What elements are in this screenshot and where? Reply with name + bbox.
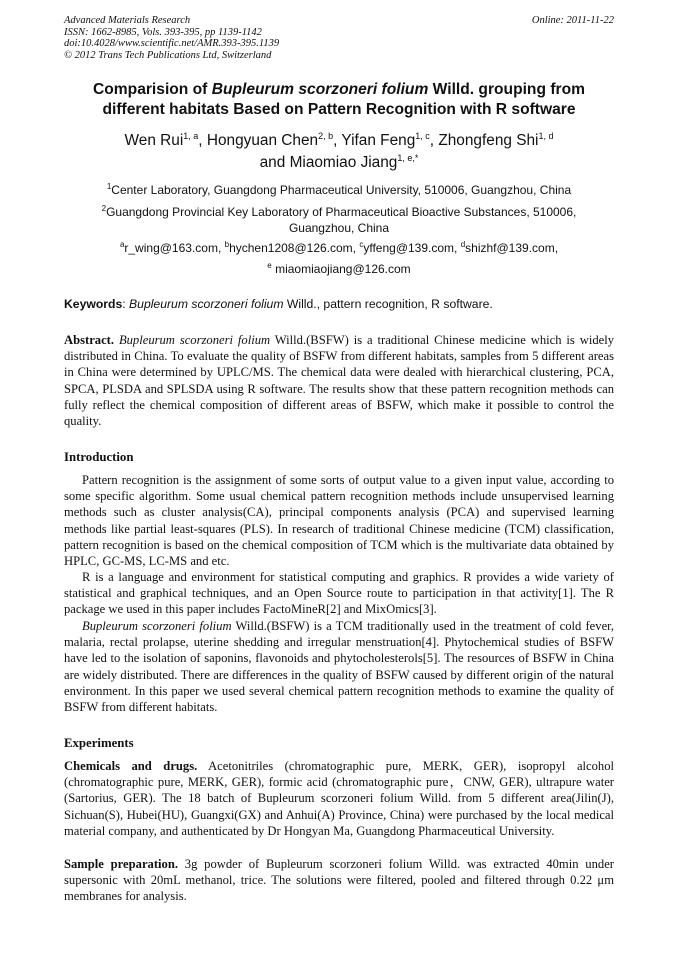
author-name: Hongyuan Chen	[206, 132, 319, 149]
abstract-species: Bupleurum scorzoneri folium	[118, 333, 271, 347]
title-species: Bupleurum scorzoneri folium	[211, 81, 429, 98]
author-sup: 2, b	[318, 131, 334, 141]
author-sup: 1, c	[415, 131, 430, 141]
affiliation-1	[64, 182, 614, 198]
copyright-line: © 2012 Trans Tech Publications Ltd, Switzerland	[64, 49, 272, 61]
title-part1: Comparision of	[93, 81, 212, 98]
journal-name: Advanced Materials Research	[64, 15, 191, 26]
online-date: Online: 2011-11-22	[531, 15, 614, 26]
section-heading-experiments: Experiments	[64, 736, 134, 750]
email-line-2	[64, 261, 614, 277]
email-line-1	[64, 240, 614, 256]
email: miaomiaojiang@126.com	[275, 262, 411, 276]
abstract	[64, 332, 614, 429]
affiliation-text: Center Laboratory, Guangdong Pharmaceutical University, 510006, Guangzhou, China	[111, 183, 572, 197]
email-sup: c	[359, 240, 364, 249]
section-heading-introduction: Introduction	[64, 450, 134, 464]
author-and: and	[259, 154, 290, 171]
intro-paragraph-1: Pattern recognition is the assignment of some sorts of output value to a given input value, according to some specific algorithm. Some usual chemical pattern recognition methods include unsupervised learning methods such as cluster analysis(CA), principal components analysis (PCA) and supervised learning methods like partial least-squares (PLS). In research of traditional Chinese medicine (TCM) classification, pattern recognition is based on the chemical composition of TCM which is the multivariate data obtained by HPLC, GC-MS, LC-MS and etc.	[64, 473, 614, 569]
paper-title	[64, 80, 614, 120]
email-sup: e	[267, 261, 272, 270]
email-sup: a	[119, 240, 125, 249]
keywords-sep: :	[122, 297, 130, 311]
keywords-species: Bupleurum scorzoneri folium	[129, 297, 284, 311]
sample-label: Sample preparation.	[64, 857, 178, 871]
sample-text: 3g powder of Bupleurum scorzoneri folium Willd. was extracted 40min under supersonic with 20mL methanol, trice. The solutions were filtered, pooled and filtered through 0.22 μm membranes for analysis.	[64, 857, 614, 904]
author-sup: 1, e,*	[397, 153, 419, 163]
abstract-label: Abstract.	[64, 333, 115, 347]
sample-paragraph	[64, 856, 614, 905]
keywords-label: Keywords	[64, 297, 123, 311]
author-sup: 1, d	[538, 131, 554, 141]
affiliation-sup: 1	[106, 182, 112, 191]
email: hychen1208@126.com,	[229, 241, 360, 255]
email-sup: b	[224, 240, 230, 249]
author-name: Yifan Feng	[341, 132, 416, 149]
issn-line: ISSN: 1662-8985, Vols. 393-395, pp 1139-1142	[64, 26, 262, 38]
intro-paragraph-2: R is a language and environment for statistical computing and graphics. R provides a wide variety of statistical and graphical techniques, and an Open Source route to participation in that activity[1]. The R package we used in this paper includes FactoMineR[2] and MixOmics[3].	[64, 570, 614, 617]
affiliation-sup: 2	[101, 204, 107, 213]
intro-paragraph-3	[64, 618, 614, 715]
author-name: Miaomiao Jiang	[289, 154, 398, 171]
author-line-1	[64, 130, 614, 152]
intro-species: Bupleurum scorzoneri folium	[82, 619, 232, 633]
abstract-text: Willd.(BSFW) is a traditional Chinese medicine which is widely distributed in China. To evaluate the quality of BSFW from different habitats, samples from 5 different areas in China were determined by UPLC/MS. The chemical data were dealed with hierarchical clustering, PCA, SPCA, PLSDA and SPLSDA using R software. The results show that these pattern recognition methods can fully reflect the chemical composition of different areas of BSFW, which make it possible to control the quality.	[64, 333, 615, 429]
affiliation-2	[64, 204, 614, 236]
chemicals-label: Chemicals and drugs.	[64, 759, 198, 773]
doi-line: doi:10.4028/www.scientific.net/AMR.393-395.1139	[64, 38, 280, 50]
title-part2: Willd. grouping from different habitats Based on Pattern Recognition with R software	[102, 81, 585, 118]
email: shizhf@139.com,	[465, 241, 559, 255]
author-name: Zhongfeng Shi	[438, 132, 539, 149]
email-sup: d	[460, 240, 466, 249]
author-list	[64, 130, 614, 174]
author-sep: ,	[429, 132, 439, 149]
email: yffeng@139.com,	[363, 241, 461, 255]
author-sup: 1, a	[183, 131, 199, 141]
email: r_wing@163.com,	[124, 241, 225, 255]
journal-header	[64, 15, 279, 61]
affiliation-text: Guangdong Provincial Key Laboratory of Pharmaceutical Bioactive Substances, 510006, Guangzhou, China	[106, 205, 577, 235]
intro-p3-text: Willd.(BSFW) is a TCM traditionally used in the treatment of cold fever, malaria, rectal prolapse, uterine shedding and irregular menstruation[4]. Phytochemical studies of BSFW have led to the isolation of saponins, flavonoids and phytocholesterols[5]. The resources of BSFW in China are widely distributed. There are differences in the quality of BSFW caused by different origin of the natural environment. In this paper we used several chemical pattern recognition methods to examine the quality of BSFW from different habitats.	[64, 619, 614, 715]
author-name: Wen Rui	[124, 132, 184, 149]
author-sep: ,	[333, 132, 342, 149]
chemicals-text: Acetonitriles (chromatographic pure, MERK, GER), isopropyl alcohol (chromatographic pure, MERK, GER), formic acid (chromatographic pure，CNW, GER), ultrapure water (Sartorius, GER). The 18 batch of Bupleurum scorzoneri folium Willd. from 5 different area(Jilin(J), Sichuan(S), Hubei(HU), Guangxi(GX) and Anhui(A) Province, China) were purchased by the local medical material company, and authenticated by Dr Hongyan Ma, Guangdong Pharmaceutical University.	[64, 759, 615, 838]
author-sep: ,	[198, 132, 207, 149]
keywords-rest: Willd., pattern recognition, R software.	[283, 297, 493, 311]
author-line-2	[64, 152, 614, 174]
keywords	[64, 296, 614, 312]
chemicals-paragraph	[64, 758, 614, 839]
